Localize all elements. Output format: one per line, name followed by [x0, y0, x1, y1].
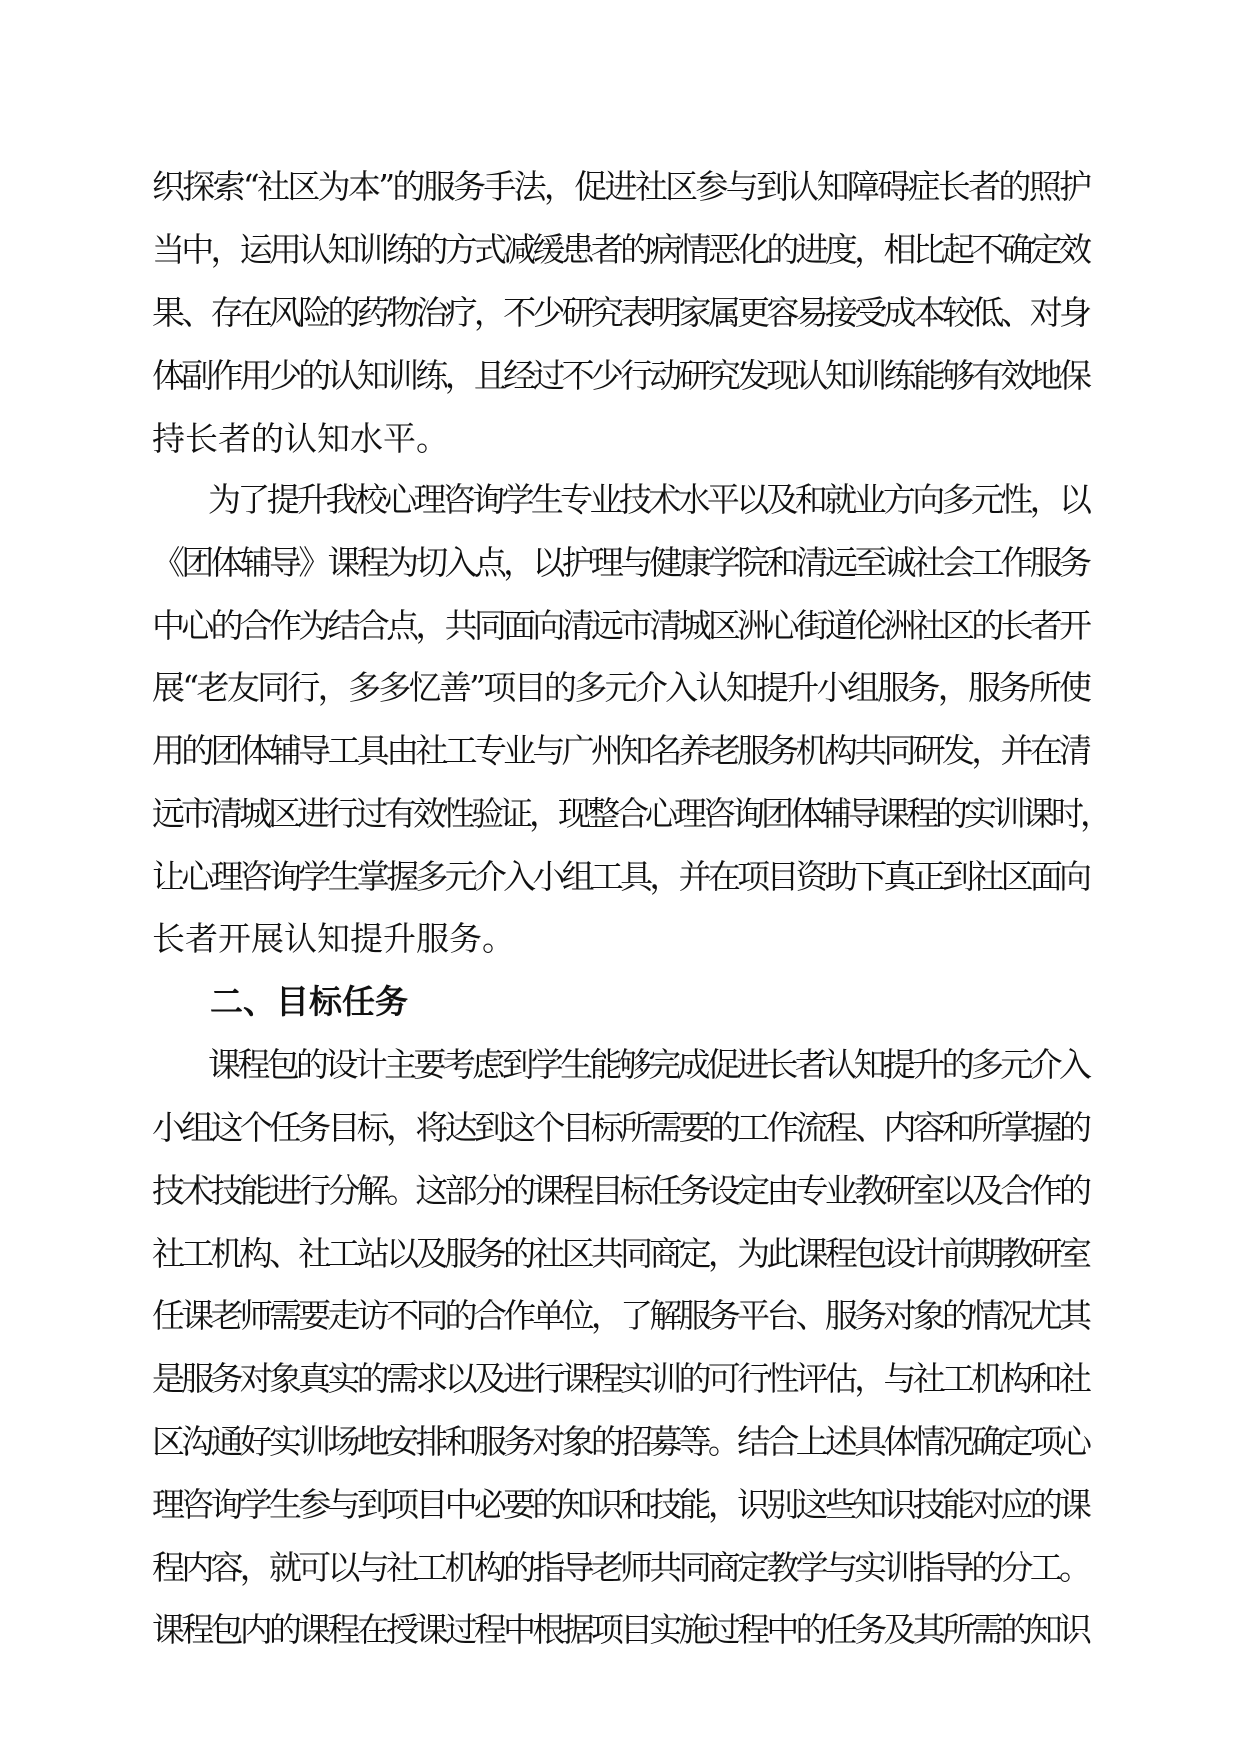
paragraph-line: 中心的合作为结合点，共同面向清远市清城区洲心街道伦洲社区的长者开 — [152, 606, 1089, 645]
paragraph-line: 织探索“社区为本”的服务手法，促进社区参与到认知障碍症长者的照护 — [152, 167, 1090, 206]
paragraph-line: 让心理咨询学生掌握多元介入小组工具，并在项目资助下真正到社区面向 — [152, 857, 1089, 896]
paragraph-line: 课程包的设计主要考虑到学生能够完成促进长者认知提升的多元介入 — [208, 1045, 1089, 1084]
paragraph-line: 是服务对象真实的需求以及进行课程实训的可行性评估，与社工机构和社 — [152, 1359, 1089, 1398]
paragraph-line: 区沟通好实训场地安排和服务对象的招募等。结合上述具体情况确定项心 — [152, 1422, 1089, 1461]
paragraph-line: 持长者的认知水平。 — [152, 419, 449, 458]
paragraph-line: 长者开展认知提升服务。 — [152, 919, 515, 958]
section-heading: 二、目标任务 — [210, 982, 408, 1021]
paragraph-line: 为了提升我校心理咨询学生专业技术水平以及和就业方向多元性，以 — [208, 480, 1089, 519]
paragraph-line: 程内容，就可以与社工机构的指导老师共同商定教学与实训指导的分工。 — [152, 1548, 1089, 1587]
paragraph-line: 远市清城区进行过有效性验证，现整合心理咨询团体辅导课程的实训课时， — [152, 794, 1109, 833]
paragraph-line: 小组这个任务目标，将达到这个目标所需要的工作流程、内容和所掌握的 — [152, 1108, 1089, 1147]
paragraph-line: 用的团体辅导工具由社工专业与广州知名养老服务机构共同研发，并在清 — [152, 731, 1089, 770]
paragraph-line: 社工机构、社工站以及服务的社区共同商定，为此课程包设计前期教研室 — [152, 1234, 1089, 1273]
paragraph-line: 《团体辅导》课程为切入点，以护理与健康学院和清远至诚社会工作服务 — [152, 543, 1089, 582]
paragraph-line: 理咨询学生参与到项目中必要的知识和技能，识别这些知识技能对应的课 — [152, 1485, 1089, 1524]
paragraph-line: 果、存在风险的药物治疗，不少研究表明家属更容易接受成本较低、对身 — [152, 293, 1089, 332]
paragraph-line: 课程包内的课程在授课过程中根据项目实施过程中的任务及其所需的知识 — [152, 1610, 1089, 1649]
paragraph-line: 技术技能进行分解。这部分的课程目标任务设定由专业教研室以及合作的 — [152, 1171, 1089, 1210]
paragraph-line: 展“老友同行，多多忆善”项目的多元介入认知提升小组服务，服务所使 — [152, 668, 1090, 707]
paragraph-line: 体副作用少的认知训练，且经过不少行动研究发现认知训练能够有效地保 — [152, 356, 1089, 395]
paragraph-line: 任课老师需要走访不同的合作单位，了解服务平台、服务对象的情况尤其 — [152, 1296, 1089, 1335]
paragraph-line: 当中，运用认知训练的方式减缓患者的病情恶化的进度，相比起不确定效 — [152, 230, 1089, 269]
